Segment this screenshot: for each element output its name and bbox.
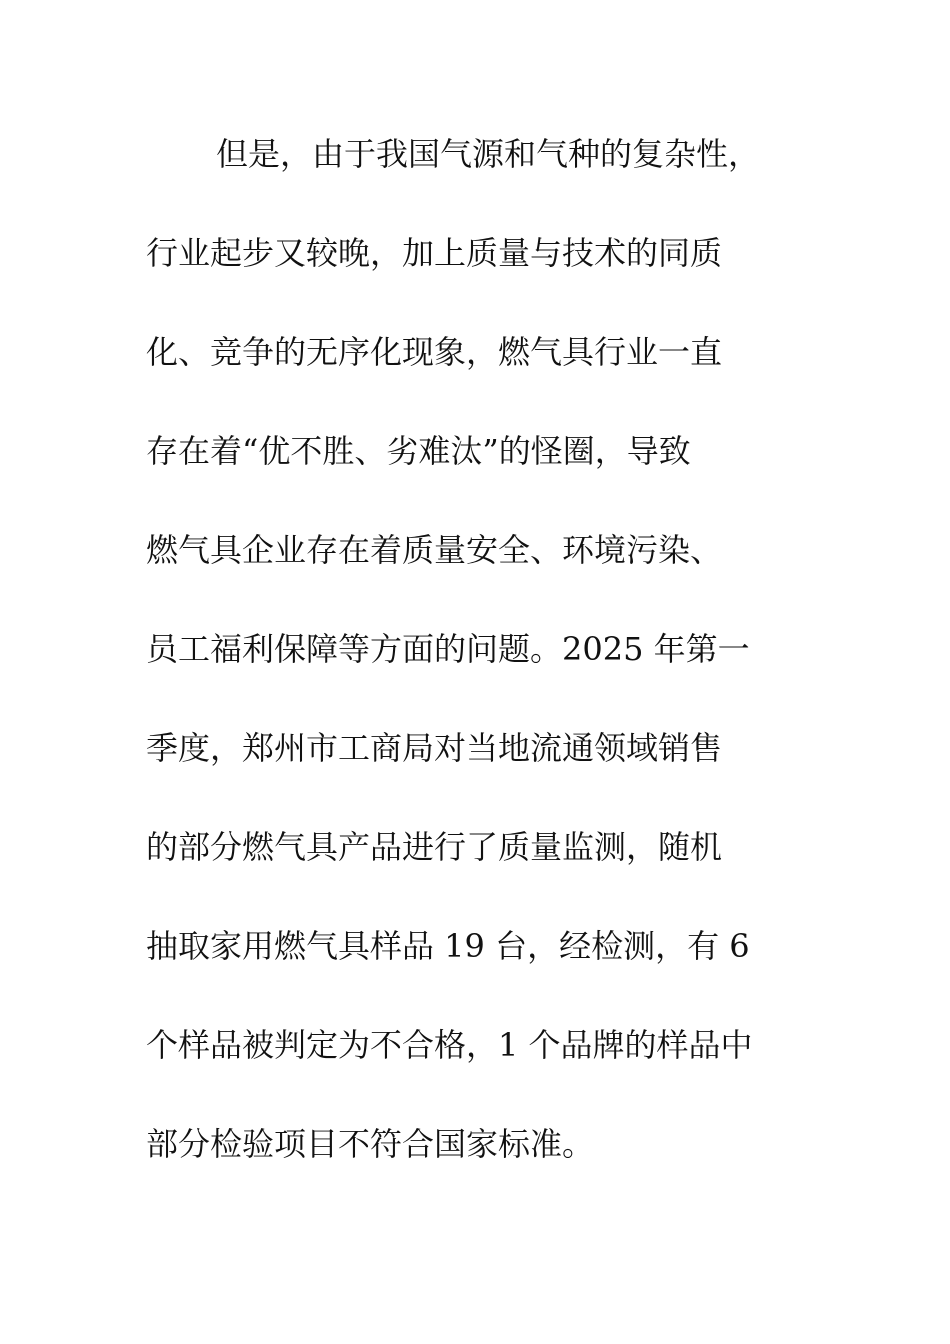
paragraph-line: 员工福利保障等方面的问题。2025 年第一 <box>146 630 750 668</box>
paragraph-line: 燃气具企业存在着质量安全、环境污染、 <box>146 531 723 569</box>
paragraph-line: 抽取家用燃气具样品 19 台，经检测，有 6 <box>146 927 750 965</box>
paragraph-line: 季度，郑州市工商局对当地流通领域销售 <box>146 729 723 767</box>
paragraph-line: 个样品被判定为不合格，1 个品牌的样品中 <box>146 1026 753 1064</box>
paragraph-line: 存在着“优不胜、劣难汰”的怪圈，导致 <box>146 432 691 470</box>
paragraph-line: 化、竞争的无序化现象，燃气具行业一直 <box>146 333 723 371</box>
paragraph-line: 行业起步又较晚，加上质量与技术的同质 <box>146 234 723 272</box>
paragraph <box>146 128 826 1217</box>
paragraph-line: 的部分燃气具产品进行了质量监测，随机 <box>146 828 723 866</box>
paragraph-line: 部分检验项目不符合国家标准。 <box>146 1125 595 1163</box>
paragraph-line: 但是，由于我国气源和气种的复杂性， <box>216 135 761 173</box>
